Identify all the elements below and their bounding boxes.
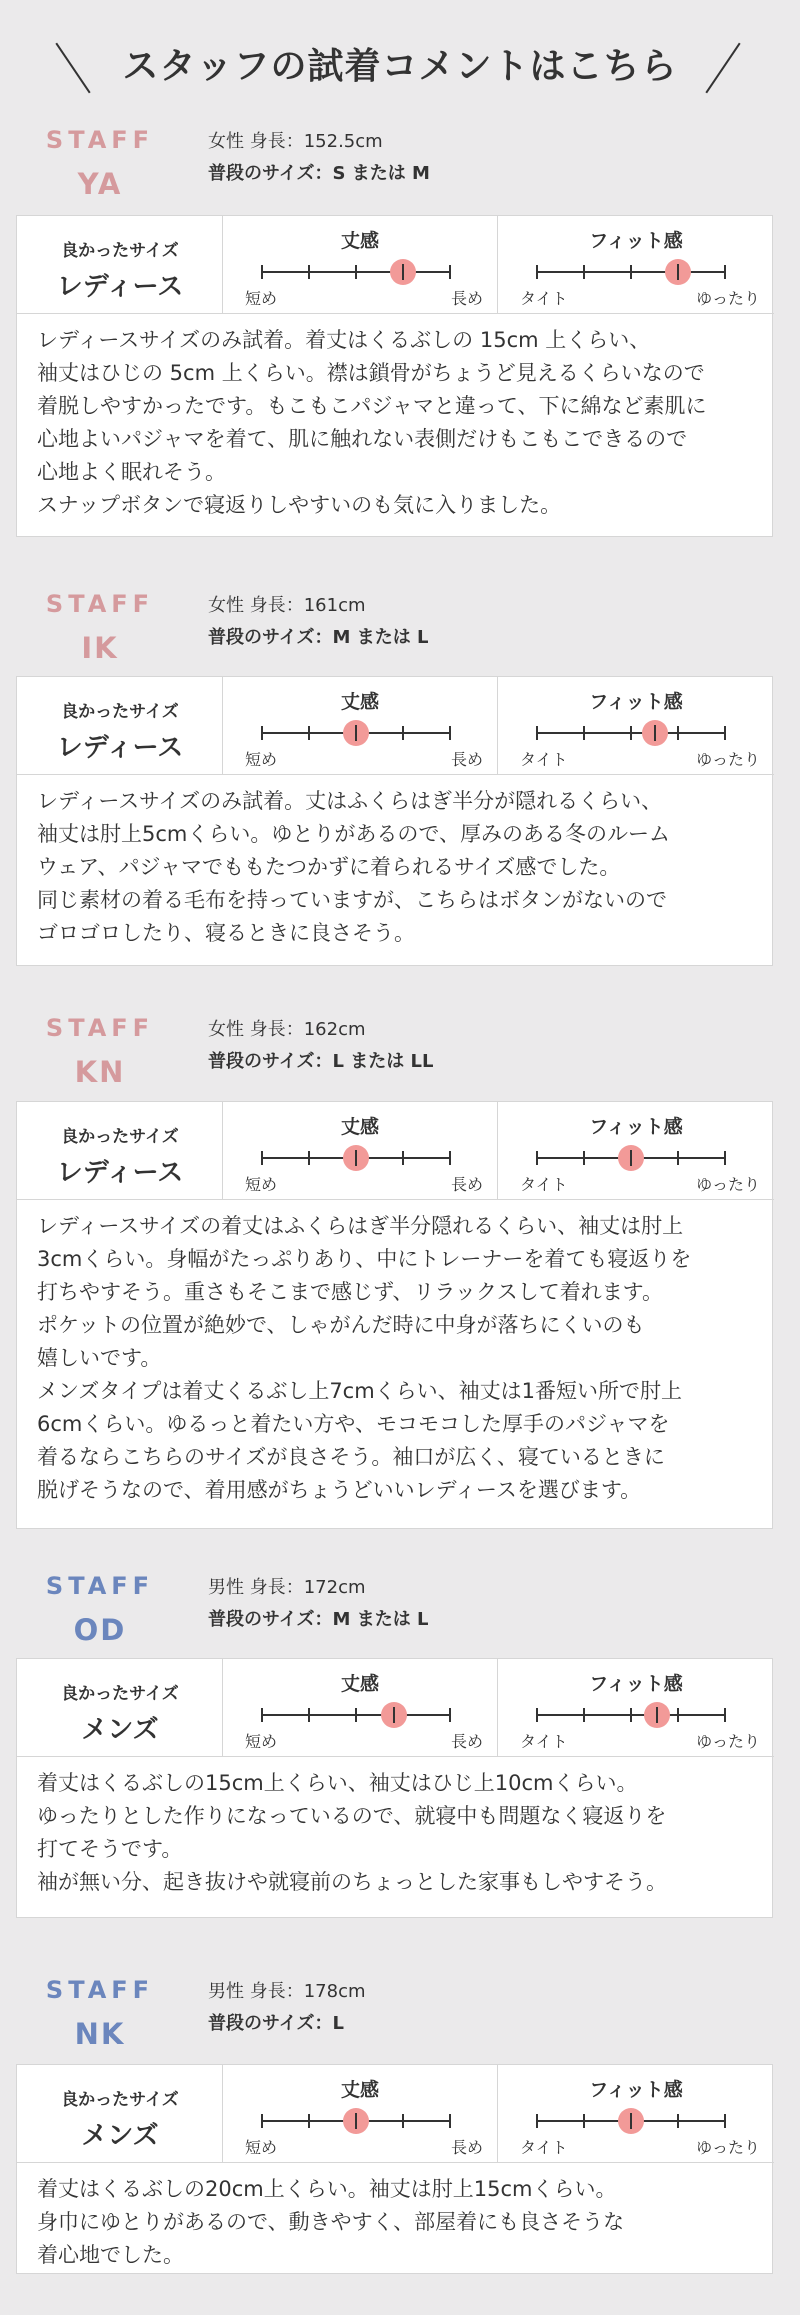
staff-header [0, 582, 800, 672]
length-marker [390, 259, 416, 285]
length-scale [223, 1659, 498, 1756]
fit-scale-tick [724, 265, 726, 279]
length-scale-left-label: 短め [245, 2138, 278, 2157]
length-marker [343, 2108, 369, 2134]
length-marker [381, 1702, 407, 1728]
staff-comment: レディースサイズのみ試着。着丈はくるぶしの 15cm 上くらい、 袖丈はひじの 5cm 上くらい。襟は鎖骨がちょうど見えるくらいなので 着脱しやすかったです。もこもこパジャマと違って、下に綿など素肌に 心地よいパジャマを着て、肌に触れない表側だけもこもこできるので 心地よく眠れそう。 スナップボタンで寝返りしやすいのも気に入りました。 [17, 313, 774, 538]
length-scale-right-label: 長め [450, 1175, 483, 1194]
best-size-box [17, 216, 223, 313]
staff-code [40, 118, 160, 206]
staff-header [0, 118, 800, 208]
length-scale [223, 216, 498, 313]
best-size-box [17, 677, 223, 774]
fit-scale-tick [630, 265, 632, 279]
staff-body-info: 女性 身長：161cm [208, 595, 366, 616]
length-scale-right-label: 長め [450, 2138, 483, 2157]
fit-scale-tick [583, 1708, 585, 1722]
fit-scale-right-label: ゆったり [696, 2138, 760, 2157]
length-scale-tick [449, 1151, 451, 1165]
length-scale-tick [355, 1708, 357, 1722]
length-scale-right-label: 長め [450, 289, 483, 308]
staff-usual-size: 普段のサイズ：M または L [208, 627, 429, 648]
staff-body-info: 女性 身長：152.5cm [208, 131, 383, 152]
fit-scale-tick [630, 1708, 632, 1722]
length-scale-left-label: 短め [245, 1175, 278, 1194]
fit-marker [618, 1145, 644, 1171]
fit-scale [498, 216, 774, 313]
length-scale-tick [308, 1708, 310, 1722]
fit-marker [665, 259, 691, 285]
best-size-box [17, 1102, 223, 1199]
fit-scale-right-label: ゆったり [696, 1175, 760, 1194]
staff-usual-size: 普段のサイズ：L または LL [208, 1051, 434, 1072]
fit-scale-right-label: ゆったり [696, 289, 760, 308]
length-scale-tick [261, 265, 263, 279]
length-scale-tick [449, 726, 451, 740]
fit-scale-left-label: タイト [520, 750, 568, 769]
best-size-label: 良かったサイズ [61, 2090, 179, 2110]
length-scale-right-label: 長め [450, 750, 483, 769]
fit-scale-left-label: タイト [520, 2138, 568, 2157]
length-scale-tick [261, 1151, 263, 1165]
staff-comment: 着丈はくるぶしの20cm上くらい。袖丈は肘上15cmくらい。 身巾にゆとりがあるので、動きやすく、部屋着にも良さそうな 着心地でした。 [17, 2162, 774, 2275]
best-size-value: レディース [56, 272, 184, 302]
staff-usual-size: 普段のサイズ：M または L [208, 1609, 429, 1630]
fit-scale-title: フィット感 [589, 691, 683, 713]
staff-code [40, 1968, 160, 2056]
staff-info [208, 590, 428, 654]
staff-info [208, 1014, 434, 1078]
length-scale-left-label: 短め [245, 289, 278, 308]
staff-initials: OD [73, 1613, 127, 1647]
best-size-value: メンズ [81, 1715, 159, 1745]
length-scale-tick [402, 2114, 404, 2128]
length-scale-tick [402, 726, 404, 740]
length-scale [223, 677, 498, 774]
fit-scale-tick [724, 726, 726, 740]
fitting-card [16, 215, 773, 537]
length-scale-tick [261, 2114, 263, 2128]
fitting-card [16, 2064, 773, 2274]
fit-scale-tick [583, 1151, 585, 1165]
fit-scale-tick [583, 265, 585, 279]
staff-code [40, 1006, 160, 1094]
staff-comment: レディースサイズのみ試着。丈はふくらはぎ半分が隠れるくらい、 袖丈は肘上5cmくらい。ゆとりがあるので、厚みのある冬のルーム ウェア、パジャマでももたつかずに着られるサイズ感でした。 同じ素材の着る毛布を持っていますが、こちらはボタンがないので ゴロゴロしたり、寝るときに良さそう。 [17, 774, 774, 967]
fitting-card [16, 676, 773, 966]
staff-word: STAFF [45, 590, 155, 618]
staff-initials: YA [77, 167, 123, 201]
best-size-box [17, 1659, 223, 1756]
fit-marker [618, 2108, 644, 2134]
fit-marker [642, 720, 668, 746]
length-marker [343, 720, 369, 746]
staff-header [0, 1564, 800, 1654]
length-scale-tick [308, 2114, 310, 2128]
fit-scale-tick [536, 726, 538, 740]
length-scale-tick [449, 1708, 451, 1722]
fitting-card [16, 1101, 773, 1529]
fit-scale-title: フィット感 [589, 230, 683, 252]
length-scale-tick [449, 265, 451, 279]
length-scale [223, 2065, 498, 2162]
fit-scale-title: フィット感 [589, 1673, 683, 1695]
staff-header [0, 1006, 800, 1096]
staff-body-info: 女性 身長：162cm [208, 1019, 366, 1040]
staff-comment: 着丈はくるぶしの15cm上くらい、袖丈はひじ上10cmくらい。 ゆったりとした作りになっているので、就寝中も問題なく寝返りを 打てそうです。 袖が無い分、起き抜けや就寝前のちょっとした家事もしやすそう。 [17, 1756, 774, 1919]
best-size-box [17, 2065, 223, 2162]
page-title: スタッフの試着コメントはこちら [122, 46, 678, 87]
staff-initials: IK [81, 631, 119, 665]
fit-scale-right-label: ゆったり [696, 750, 760, 769]
length-scale-tick [261, 1708, 263, 1722]
fit-scale-tick [677, 1151, 679, 1165]
staff-info [208, 1572, 428, 1636]
length-scale-title: 丈感 [340, 691, 379, 713]
fit-scale-tick [536, 1151, 538, 1165]
fit-scale-tick [583, 2114, 585, 2128]
staff-code [40, 1564, 160, 1652]
best-size-value: レディース [56, 733, 184, 763]
length-scale-left-label: 短め [245, 1732, 278, 1751]
fit-scale [498, 1102, 774, 1199]
fit-scale [498, 2065, 774, 2162]
length-scale-title: 丈感 [340, 2079, 379, 2101]
fit-scale-tick [536, 265, 538, 279]
fit-scale-left-label: タイト [520, 1732, 568, 1751]
fit-scale-tick [677, 726, 679, 740]
staff-body-info: 男性 身長：172cm [208, 1577, 366, 1598]
length-scale-left-label: 短め [245, 750, 278, 769]
fitting-card [16, 1658, 773, 1918]
length-scale-tick [449, 2114, 451, 2128]
length-scale-tick [355, 265, 357, 279]
staff-info [208, 126, 430, 190]
best-size-label: 良かったサイズ [61, 1127, 179, 1147]
best-size-label: 良かったサイズ [61, 241, 179, 261]
staff-body-info: 男性 身長：178cm [208, 1981, 366, 2002]
fit-scale-tick [630, 726, 632, 740]
staff-word: STAFF [45, 126, 155, 154]
fit-scale-tick [583, 726, 585, 740]
length-scale-tick [308, 726, 310, 740]
fit-scale [498, 1659, 774, 1756]
best-size-label: 良かったサイズ [61, 1684, 179, 1704]
fit-scale-tick [724, 2114, 726, 2128]
staff-comment: レディースサイズの着丈はふくらはぎ半分隠れるくらい、袖丈は肘上 3cmくらい。身幅がたっぷりあり、中にトレーナーを着ても寝返りを 打ちやすそう。重さもそこまで感じず、リラックスして着れます。 ポケットの位置が絶妙で、しゃがんだ時に中身が落ちにくいのも 嬉しいです。 メンズタイプは着丈くるぶし上7cmくらい、袖丈は1番短い所で肘上 6cmくらい。ゆるっと着たい方や、モコモコした厚手のパジャマを 着るならこちらのサイズが良さそう。袖口が広く、寝ているときに 脱げそうなので、着用感がちょうどいいレディースを選びます。 [17, 1199, 774, 1530]
fit-scale-tick [724, 1708, 726, 1722]
length-scale-tick [402, 1151, 404, 1165]
fit-marker [644, 1702, 670, 1728]
fit-scale-title: フィット感 [589, 2079, 683, 2101]
staff-usual-size: 普段のサイズ：S または M [208, 163, 430, 184]
fit-scale-tick [677, 2114, 679, 2128]
staff-word: STAFF [45, 1572, 155, 1600]
fit-scale-tick [724, 1151, 726, 1165]
staff-usual-size: 普段のサイズ：L [208, 2013, 345, 2034]
length-scale [223, 1102, 498, 1199]
staff-header [0, 1968, 800, 2058]
fit-scale-tick [536, 1708, 538, 1722]
staff-initials: NK [74, 2017, 126, 2051]
length-scale-title: 丈感 [340, 230, 379, 252]
staff-code [40, 582, 160, 670]
length-scale-right-label: 長め [450, 1732, 483, 1751]
fit-scale-tick [677, 1708, 679, 1722]
length-scale-title: 丈感 [340, 1673, 379, 1695]
fit-scale-left-label: タイト [520, 289, 568, 308]
header [0, 0, 800, 110]
best-size-value: メンズ [81, 2121, 159, 2151]
length-marker [343, 1145, 369, 1171]
staff-word: STAFF [45, 1014, 155, 1042]
fit-scale-tick [536, 2114, 538, 2128]
length-scale-tick [261, 726, 263, 740]
length-scale-tick [308, 265, 310, 279]
fit-scale-right-label: ゆったり [696, 1732, 760, 1751]
staff-initials: KN [74, 1055, 126, 1089]
staff-word: STAFF [45, 1976, 155, 2004]
fit-scale-title: フィット感 [589, 1116, 683, 1138]
fit-scale-left-label: タイト [520, 1175, 568, 1194]
length-scale-tick [308, 1151, 310, 1165]
staff-info [208, 1976, 366, 2040]
best-size-value: レディース [56, 1158, 184, 1188]
best-size-label: 良かったサイズ [61, 702, 179, 722]
fit-scale [498, 677, 774, 774]
length-scale-title: 丈感 [340, 1116, 379, 1138]
